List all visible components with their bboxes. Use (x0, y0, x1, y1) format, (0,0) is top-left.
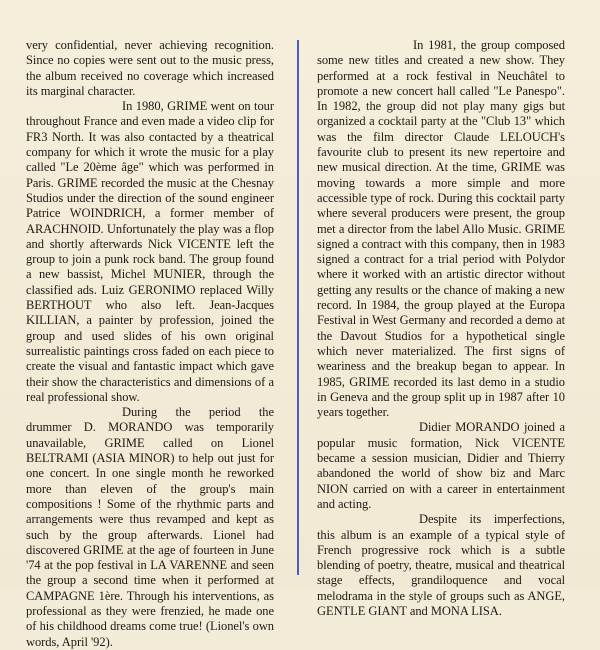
left-paragraph-1: very confidential, never achieving recognition. Since no copies were sent out to the music press, the album received no coverage which increased its marginal character. (26, 38, 274, 98)
right-column (317, 38, 565, 619)
right-paragraph-1: In 1981, the group composed some new titles and created a new show. They performed at a rock festival in Neuchâtel to promote a new concert hall called "Le Panespo". In 1982, the group did not play many gigs but organized a cocktail party at the "Club 13" which was the film director Claude LELOUCH's favourite club to present its new repertoire and new musical direction. At the time, GRIME was moving towards a more simple and more accessible type of rock. During this cocktail party where several producers were present, the group met a director from the label Allo Music. GRIME signed a contract with this company, then in 1983 signed a contract for a trial period with Polydor where it worked with an artistic director without getting any results or the chance of making a new record. In 1984, the group played at the Europa Festival in West Germany and recorded a demo at the Davout Studios for a hypothetical single which never materialized. The first signs of weariness and the breakup began to appear. In 1985, GRIME recorded its last demo in a studio in Geneva and the group split up in 1987 after 10 years together. (317, 38, 565, 420)
right-paragraph-3: Despite its imperfections, this album is an example of a typical style of French progressive rock which is a subtle blending of poetry, theatre, musical and theatrical stage effects, grandiloquence and vocal melodrama in the style of groups such as ANGE, GENTLE GIANT and MONA LISA. (317, 512, 565, 618)
left-paragraph-2: In 1980, GRIME went on tour throughout France and even made a video clip for FR3 North. It was also contacted by a theatrical company for which it wrote the music for a play called "Le 20ème âge" which was performed in Paris. GRIME recorded the music at the Chesnay Studios under the direction of the sound engineer Patrice WOINDRICH, a former member of ARACHNOID. Unfortunately the play was a flop and shortly afterwards Nick VICENTE left the group to join a punk rock band. The group found a new bassist, Michel MUNIER, through the classified ads. Luiz GERONIMO replaced Willy BERTHOUT who also left. Jean-Jacques KILLIAN, a painter by profession, joined the group and used slides of his own original surrealistic paintings cross faded on each piece to create the visual and fantastic impact which gave their show the characteristics and dimensions of a real professional show. (26, 99, 274, 404)
left-column (26, 38, 274, 650)
right-paragraph-2: Didier MORANDO joined a popular music formation, Nick VICENTE became a session musician, Didier and Thierry abandoned the world of show biz and Marc NION carried on with a career in entertainment and acting. (317, 420, 565, 511)
left-paragraph-3: During the period the drummer D. MORANDO was temporarily unavailable, GRIME called on Lionel BELTRAMI (ASIA MINOR) to help out just for one concert. In one single month he reworked more than eleven of the group's main compositions ! Some of the rhythmic parts and arrangements were thus revamped and kept as such by the group afterwards. Lionel had discovered GRIME at the age of fourteen in June '74 at the pop festival in LA VARENNE and seen the group a second time when it performed at CAMPAGNE 1ère. Through his interventions, as professional as they were frenzied, he made one of his childhood dreams come true! (Lionel's own words, April '92). (26, 405, 274, 649)
column-divider (297, 40, 299, 575)
